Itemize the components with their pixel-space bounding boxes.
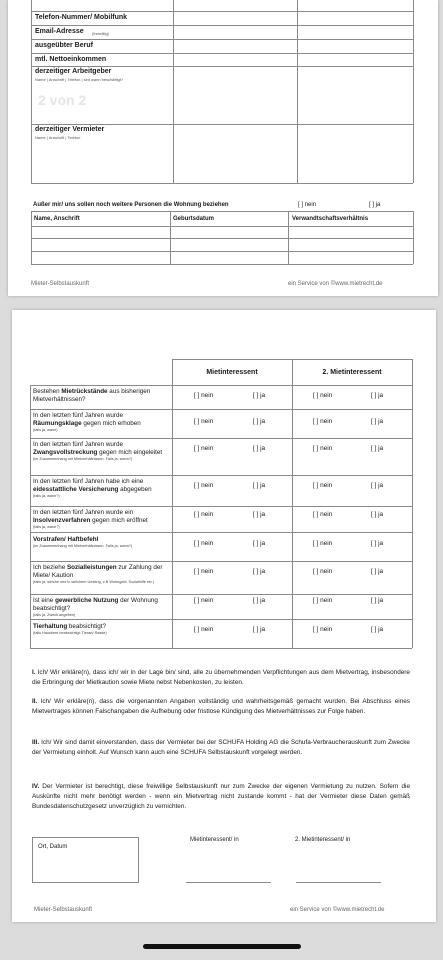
- footer-right: ein Service von ©www.mietrecht.de: [288, 281, 383, 287]
- tenant2-no-checkbox[interactable]: [ ] nein: [313, 597, 333, 604]
- tenant1-no-checkbox[interactable]: [ ] nein: [194, 511, 214, 518]
- signature-line-tenant-1[interactable]: [186, 882, 271, 883]
- tenant1-yes-checkbox[interactable]: [ ] ja: [253, 568, 266, 575]
- row-label-social-benefits: Ich beziehe Sozialleistungen zur Zahlung der Miete/ Kaution (falls ja, welche und in welchem Umfang, z.B Wohngeld, Sozialhilfe etc.): [33, 564, 163, 584]
- tenant1-no-checkbox[interactable]: [ ] nein: [194, 418, 214, 425]
- persons-yes-checkbox[interactable]: [ ] ja: [369, 202, 381, 208]
- signature-line-tenant-2[interactable]: [296, 882, 381, 883]
- row-label-enforcement: In den letzten fünf Jahren wurde Zwangsvollstreckung gegen mich eingeleitet (im Zusammenhang mit Mietverhältnissen. Falls ja, wann?): [33, 441, 163, 461]
- home-indicator[interactable]: [143, 944, 301, 949]
- tenant2-no-checkbox[interactable]: [ ] nein: [313, 540, 333, 547]
- tenant1-no-checkbox[interactable]: [ ] nein: [194, 626, 214, 633]
- footer-left: Mieter-Selbstauskunft: [31, 281, 90, 287]
- tenant2-no-checkbox[interactable]: [ ] nein: [313, 511, 333, 518]
- field-label-profession: ausgeübter Beruf: [35, 42, 93, 49]
- persons-col-birthdate: Geburtsdatum: [173, 216, 215, 222]
- form-page-2: [12, 310, 436, 922]
- table-border: [31, 0, 32, 183]
- persons-no-checkbox[interactable]: [ ] nein: [298, 202, 317, 208]
- tenant1-yes-checkbox[interactable]: [ ] ja: [253, 597, 266, 604]
- form-page-1: [8, 0, 438, 296]
- tenant1-yes-checkbox[interactable]: [ ] ja: [253, 392, 266, 399]
- col-header-tenant-1: Mietinteressent: [206, 369, 258, 376]
- persons-col-name: Name, Anschrift: [34, 216, 80, 222]
- row-label-commercial-use: Ist eine gewerbliche Nutzung der Wohnung beabsichtigt? (falls ja, Zweck angeben): [33, 597, 158, 617]
- row-label-insolvency: In den letzten fünf Jahren wurde ein Insolvenzverfahren gegen mich eröffnet (falls ja, wann?): [33, 509, 148, 529]
- place-date-label: Ort, Datum: [38, 844, 68, 850]
- declaration-4: IV. Der Vermieter ist berechtigt, diese freiwillige Selbstauskunft nur zum Zwecke der eigenen Vermietung zu nutzen. Sofern die Auskünfte nicht mehr benötigt werden - wenn ein Mietvertrag nicht zustande kommt - hat der Vermieter diese Daten gemäß Bundesdatenschutzgesetz unverzüglich zu vernichten.: [32, 783, 410, 810]
- field-label-phone: Telefon-Nummer/ Mobilfunk: [35, 14, 128, 21]
- row-label-eviction: In den letzten fünf Jahren wurde Räumungsklage gegen mich erhoben (falls ja, wann): [33, 412, 141, 432]
- tenant2-yes-checkbox[interactable]: [ ] ja: [371, 392, 384, 399]
- tenant1-yes-checkbox[interactable]: [ ] ja: [253, 626, 266, 633]
- tenant2-no-checkbox[interactable]: [ ] nein: [313, 482, 333, 489]
- tenant2-no-checkbox[interactable]: [ ] nein: [313, 392, 333, 399]
- tenant1-no-checkbox[interactable]: [ ] nein: [194, 597, 214, 604]
- footer-right: ein Service von ©www.mietrecht.de: [290, 907, 385, 913]
- row-label-rent-arrears: Bestehen Mietrückstände aus bisherigen Mietverhältnissen?: [33, 388, 151, 403]
- field-label-employer: derzeitiger Arbeitgeber: [35, 68, 112, 75]
- tenant2-yes-checkbox[interactable]: [ ] ja: [371, 511, 384, 518]
- table-border: [173, 0, 174, 183]
- field-label-income: mtl. Nettoeinkommen: [35, 56, 107, 63]
- table-border: [413, 0, 414, 183]
- tenant1-no-checkbox[interactable]: [ ] nein: [194, 482, 214, 489]
- persons-col-relation: Verwandtschaftsverhältnis: [292, 216, 369, 222]
- row-label-pets: Tierhaltung beabsichtigt? (falls Haustiere beabsichtigt: Tierart/ Rasse): [33, 623, 107, 635]
- tenant2-yes-checkbox[interactable]: [ ] ja: [371, 482, 384, 489]
- field-note-employer: Name | Anschrift | Telefon | seit wann beschäftigt?: [35, 77, 124, 82]
- tenant1-no-checkbox[interactable]: [ ] nein: [194, 540, 214, 547]
- tenant2-no-checkbox[interactable]: [ ] nein: [313, 418, 333, 425]
- tenant1-no-checkbox[interactable]: [ ] nein: [194, 568, 214, 575]
- tenant2-yes-checkbox[interactable]: [ ] ja: [371, 540, 384, 547]
- declaration-1: I. Ich/ Wir erkläre(n), dass ich/ wir in der Lage bin/ sind, alle zu übernehmenden Verpflichtungen aus dem Mietvertrag, insbesondere die Erbringung der Mietkaution sowie Miete nebst Nebenkosten, zu leisten.: [32, 669, 410, 686]
- declaration-3: III. Ich/ Wir sind damit einverstanden, dass der Vermieter bei der SCHUFA Holding AG die Schufa-Verbraucherauskunft zum Zwecke der Vermietung einholt. Auf Wunsch kann auch eine SCHUFA Selbstauskunft vorgelegt werden.: [32, 739, 410, 756]
- tenant2-yes-checkbox[interactable]: [ ] ja: [371, 445, 384, 452]
- place-date-box[interactable]: [32, 837, 139, 883]
- footer-left: Mieter-Selbstauskunft: [34, 907, 93, 913]
- persons-question: Außer mir/ uns sollen noch weitere Personen die Wohnung beziehen: [33, 202, 229, 208]
- declaration-2: II. Ich/ Wir erkläre(n), dass die vorgenannten Angaben vollständig und wahrheitsgemäß gemacht wurden. Bei Abschluss eines Mietvertrages können Falschangaben die Aufhebung oder fristlose Kündigung des Mietverhältnisses zur Folge haben.: [32, 698, 410, 715]
- bleed-through-text: 2 von 2: [38, 92, 87, 108]
- tenant1-yes-checkbox[interactable]: [ ] ja: [253, 445, 266, 452]
- tenant2-yes-checkbox[interactable]: [ ] ja: [371, 568, 384, 575]
- signature-label-tenant-1: Mietinteressent/ in: [190, 837, 239, 843]
- tenant1-yes-checkbox[interactable]: [ ] ja: [253, 482, 266, 489]
- field-label-email: Email-Adresse: [35, 28, 84, 35]
- signature-label-tenant-2: 2. Mietinteressent/ in: [295, 837, 351, 843]
- col-header-tenant-2: 2. Mietinteressent: [322, 369, 382, 376]
- tenant2-yes-checkbox[interactable]: [ ] ja: [371, 626, 384, 633]
- tenant1-yes-checkbox[interactable]: [ ] ja: [253, 540, 266, 547]
- tenant1-no-checkbox[interactable]: [ ] nein: [194, 392, 214, 399]
- tenant2-no-checkbox[interactable]: [ ] nein: [313, 626, 333, 633]
- tenant2-no-checkbox[interactable]: [ ] nein: [313, 568, 333, 575]
- tenant2-no-checkbox[interactable]: [ ] nein: [313, 445, 333, 452]
- field-note-landlord: Name | Anschrift | Telefon: [35, 135, 81, 140]
- field-label-landlord: derzeitiger Vermieter: [35, 126, 105, 133]
- table-border: [297, 0, 298, 183]
- tenant2-yes-checkbox[interactable]: [ ] ja: [371, 597, 384, 604]
- field-note-email: (freiwillig): [92, 31, 109, 36]
- row-label-criminal-record: Vorstrafen/ Haftbefehl (im Zusammenhang mit Mietverhältnissen. Falls ja, wann?): [33, 536, 133, 548]
- row-label-affidavit: In den letzten fünf Jahren habe ich eine eidesstattliche Versicherung abgegeben (falls ja, wann?): [33, 478, 152, 498]
- tenant2-yes-checkbox[interactable]: [ ] ja: [371, 418, 384, 425]
- tenant1-yes-checkbox[interactable]: [ ] ja: [253, 511, 266, 518]
- tenant1-yes-checkbox[interactable]: [ ] ja: [253, 418, 266, 425]
- tenant1-no-checkbox[interactable]: [ ] nein: [194, 445, 214, 452]
